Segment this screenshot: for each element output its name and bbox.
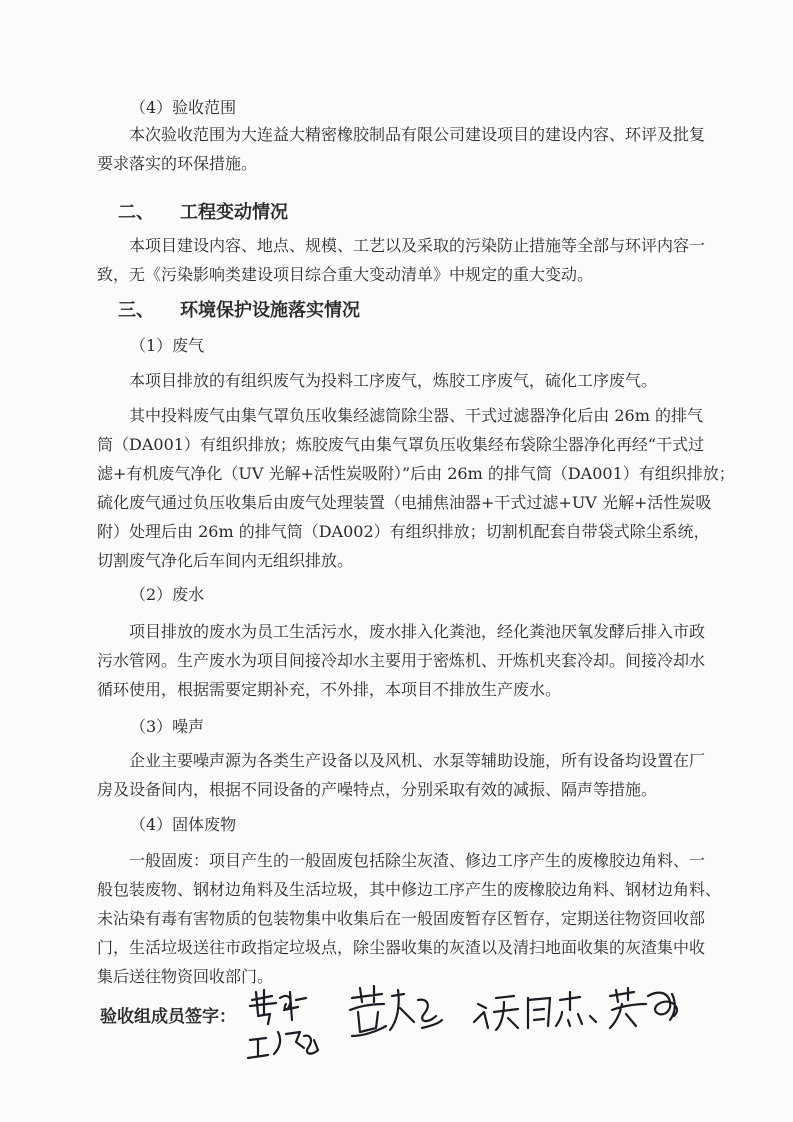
signature-4 (474, 992, 596, 1030)
signature-5 (610, 988, 677, 1028)
text-line: 切割废气净化后车间内无组织排放。 (97, 551, 354, 570)
text-line: 污水管网。生产废水为项目间接冷却水主要用于密炼机、开炼机夹套冷却。间接冷却水 (97, 651, 706, 670)
text-line: 本次验收范围为大连益大精密橡胶制品有限公司建设项目的建设内容、环评及批复 (129, 125, 706, 144)
text-line: 附）处理后由 26m 的排气筒（DA002）有组织排放；切割机配套自带袋式除尘系统， (97, 522, 710, 541)
waste-gas-heading: （1）废气 (130, 336, 205, 355)
text-line: 项目排放的废水为员工生活污水，废水排入化粪池，经化粪池厌氧发酵后排入市政 (129, 622, 706, 641)
text-line: 房及设备间内，根据不同设备的产噪特点，分别采取有效的减振、隔声等措施。 (97, 780, 658, 799)
section-title: 环境保护设施落实情况 (180, 300, 360, 321)
text-line: 般包装废物、钢材边角料及生活垃圾，其中修边工序产生的废橡胶边角料、钢材边角料、 (97, 880, 722, 899)
signature-label: 验收组成员签字： (100, 1007, 236, 1027)
text-line: 滤+有机废气净化（UV 光解+活性炭吸附）”后由 26m 的排气筒（DA001）有组织排放； (97, 464, 735, 483)
scope-heading: （4）验收范围 (130, 98, 237, 117)
noise-heading: （3）噪声 (130, 717, 205, 736)
signature-1 (250, 990, 306, 1024)
text-line: 循环使用，根据需要定期补充，不外排，本项目不排放生产废水。 (97, 680, 562, 699)
text-line: 一般固废：项目产生的一般固废包括除尘灰渣、修边工序产生的废橡胶边角料、一 (129, 851, 706, 870)
text-line: 本项目建设内容、地点、规模、工艺以及采取的污染防止措施等全部与环评内容一 (129, 236, 706, 255)
text-line: 硫化废气通过负压收集后由废气处理装置（电捕焦油器+干式过滤+UV 光解+活性炭吸 (97, 493, 712, 512)
text-line: 要求落实的环保措施。 (97, 154, 258, 173)
section-title: 工程变动情况 (180, 202, 288, 223)
solid-waste-heading: （4）固体废物 (130, 815, 237, 834)
text-line: 本项目排放的有组织废气为投料工序废气，炼胶工序废气，硫化工序废气。 (129, 371, 658, 390)
section-number: 三、 (118, 300, 154, 321)
text-line: 未沾染有毒有害物质的包装物集中收集后在一般固废暂存区暂存，定期送往物资回收部 (97, 909, 706, 928)
text-line: 企业主要噪声源为各类生产设备以及风机、水泵等辅助设施，所有设备均设置在厂 (129, 751, 706, 770)
waste-water-heading: （2）废水 (130, 585, 205, 604)
text-line: 其中投料废气由集气罩负压收集经滤筒除尘器、干式过滤器净化后由 26m 的排气 (129, 406, 703, 425)
text-line: 集后送往物资回收部门。 (97, 967, 274, 986)
text-line: 门，生活垃圾送往市政指定垃圾点，除尘器收集的灰渣以及清扫地面收集的灰渣集中收 (97, 938, 706, 957)
signature-2 (248, 1032, 318, 1058)
text-line: 致，无《污染影响类建设项目综合重大变动清单》中规定的重大变动。 (97, 265, 594, 284)
section-number: 二、 (118, 202, 154, 223)
signature-3 (350, 986, 442, 1036)
text-line: 筒（DA001）有组织排放；炼胶废气由集气罩负压收集经布袋除尘器净化再经“干式过 (97, 435, 705, 454)
